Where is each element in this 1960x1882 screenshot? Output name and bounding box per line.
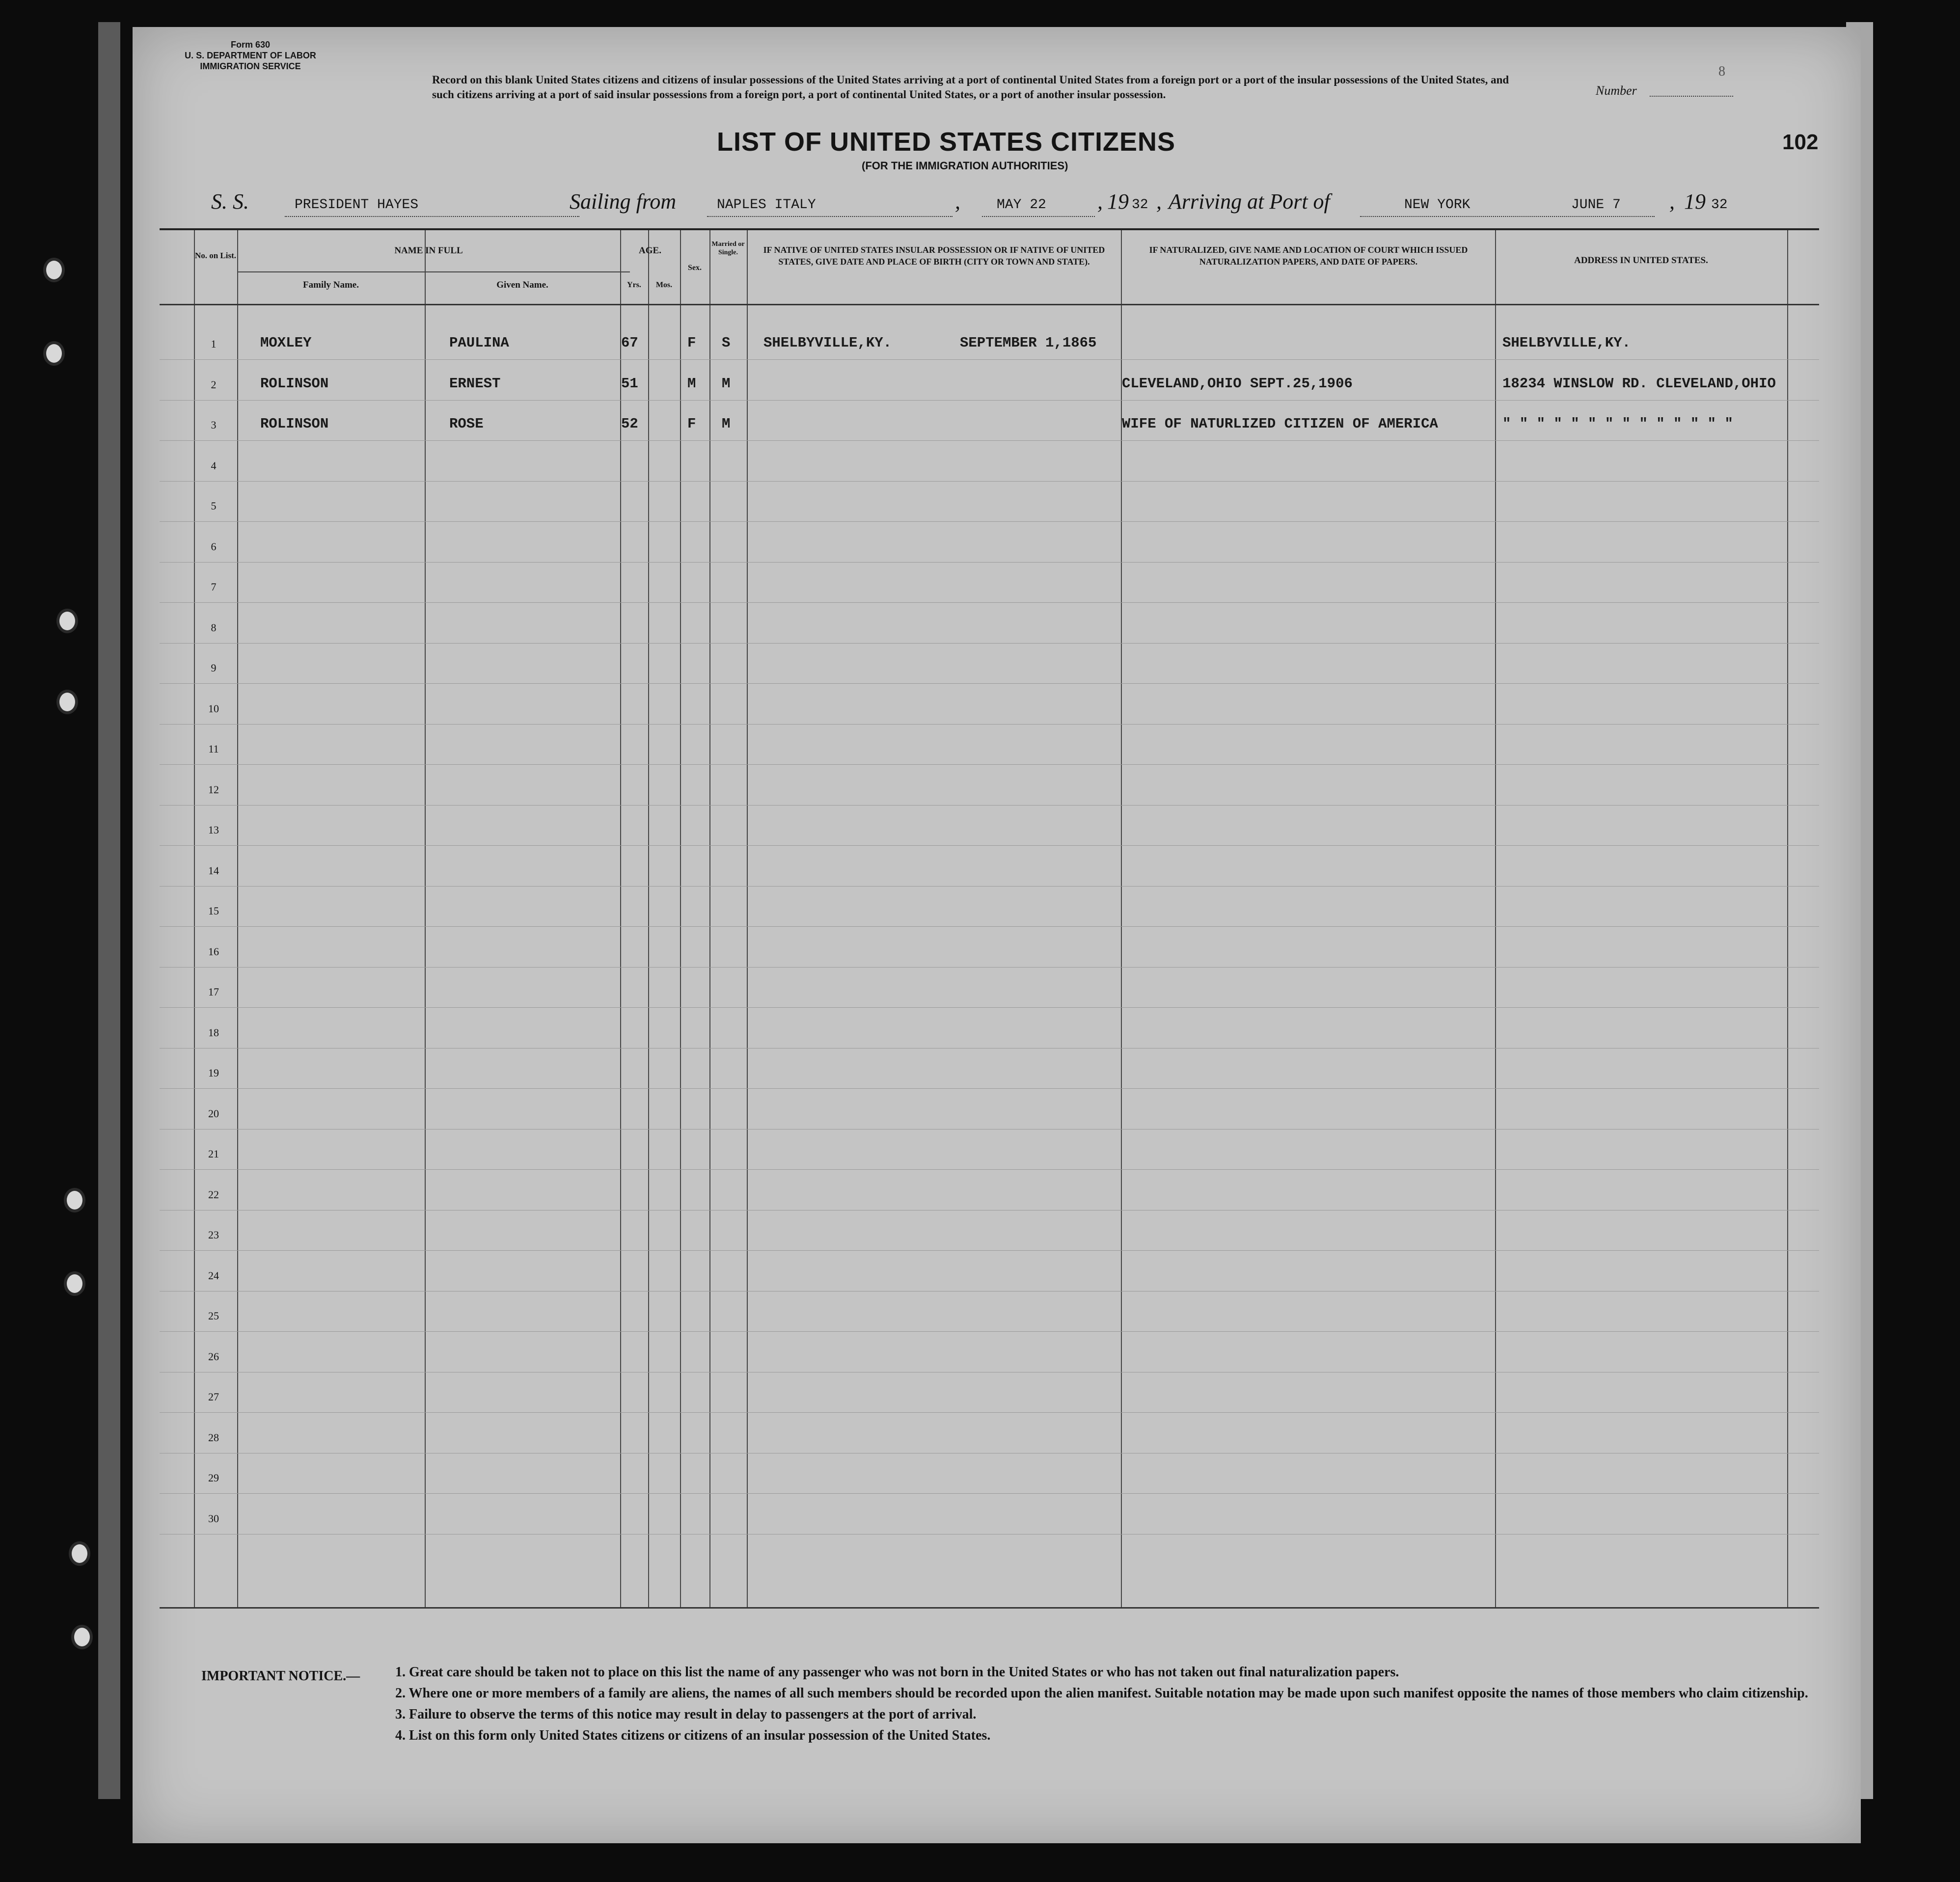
arriving-label: Arriving at Port of — [1169, 189, 1330, 214]
arrival-year: 32 — [1711, 197, 1728, 213]
name-in-full-header: NAME IN FULL — [394, 245, 463, 256]
family-name-header: Family Name. — [303, 280, 359, 290]
row-number: 9 — [211, 662, 217, 674]
address-header: ADDRESS IN UNITED STATES. — [1574, 255, 1708, 266]
row-number: 11 — [208, 743, 219, 755]
table-row-rule — [160, 481, 1819, 482]
row-1-family: MOXLEY — [260, 335, 312, 351]
form-instructions: Record on this blank United States citizens and citizens of insular possessions of the United States arriving at a port of continental United States from a foreign port or a port of the insular possessions of the United States, and such citizens arriving at a port of said insular possessions from a foreign port, a port of continental United States, or a port of another insular possession. — [432, 74, 1509, 101]
table-row-rule — [160, 764, 1819, 765]
row-2-family: ROLINSON — [260, 375, 329, 392]
table-row-rule — [160, 643, 1819, 644]
row-1-given: PAULINA — [449, 335, 509, 351]
notice-heading: IMPORTANT NOTICE.— — [201, 1668, 360, 1684]
punch-hole — [43, 341, 65, 366]
department-name: U. S. DEPARTMENT OF LABOR — [185, 51, 316, 60]
page-subtitle: (FOR THE IMMIGRATION AUTHORITIES) — [862, 160, 1068, 172]
row-number: 30 — [208, 1512, 219, 1525]
row-number: 2 — [211, 378, 217, 391]
row-number: 7 — [211, 581, 217, 593]
number-label: Number — [1596, 83, 1637, 98]
notice-item-4: 4. List on this form only United States citizens or citizens of an insular possession of the United States. — [395, 1728, 991, 1743]
table-row-rule — [160, 1007, 1819, 1008]
row-number: 29 — [208, 1472, 219, 1484]
table-row-rule — [160, 400, 1819, 401]
row-number: 23 — [208, 1229, 219, 1241]
table-row-rule — [160, 602, 1819, 603]
ss-label: S. S. — [211, 189, 249, 214]
number-line — [1650, 96, 1733, 97]
page-title: LIST OF UNITED STATES CITIZENS — [717, 127, 1175, 157]
page-number: 102 — [1782, 130, 1819, 154]
sailing-label: Sailing from — [570, 189, 677, 214]
table-row-rule — [160, 1088, 1819, 1089]
row-number: 20 — [208, 1107, 219, 1120]
punch-hole — [64, 1188, 85, 1212]
manifest-table — [160, 228, 1819, 1609]
number-value: 8 — [1718, 64, 1725, 79]
table-row-rule — [160, 967, 1819, 968]
row-number: 16 — [208, 945, 219, 958]
row-number: 17 — [208, 986, 219, 998]
row-number: 22 — [208, 1188, 219, 1201]
table-row-rule — [160, 886, 1819, 887]
row-number: 8 — [211, 621, 217, 634]
arrival-year-prefix: 19 — [1684, 189, 1706, 214]
sail-year: 32 — [1132, 197, 1148, 213]
no-on-list-header: No. on List. — [194, 251, 237, 260]
table-row-rule — [160, 440, 1819, 441]
table-row-rule — [160, 1048, 1819, 1049]
ship-name: PRESIDENT HAYES — [295, 197, 419, 213]
table-row-rule — [160, 359, 1819, 360]
row-2-sex: M — [687, 375, 696, 392]
row-3-address: " " " " " " " " " " " " " " — [1502, 416, 1733, 432]
table-row-rule — [160, 926, 1819, 927]
row-number: 3 — [211, 419, 217, 431]
row-1-address: SHELBYVILLE,KY. — [1502, 335, 1631, 351]
age-header: AGE. — [639, 245, 661, 256]
form-number: Form 630 — [230, 40, 271, 50]
sex-header: Sex. — [688, 264, 702, 272]
row-number: 12 — [208, 783, 219, 796]
punch-hole — [43, 258, 65, 282]
table-row-rule — [160, 845, 1819, 846]
notice-item-2: 2. Where one or more members of a family are aliens, the names of all such members should be recorded upon the alien manifest. Suitable notation may be made upon such manifest opposite the names of those members who claim citizenship. — [395, 1686, 1808, 1701]
sail-date: MAY 22 — [997, 197, 1046, 213]
row-number: 10 — [208, 702, 219, 715]
row-number: 4 — [211, 459, 217, 472]
table-row-rule — [160, 1493, 1819, 1494]
row-number: 1 — [211, 338, 217, 350]
given-name-header: Given Name. — [496, 280, 548, 290]
row-number: 5 — [211, 500, 217, 512]
table-row-rule — [160, 683, 1819, 684]
punch-hole — [64, 1271, 85, 1296]
sail-year-prefix: 19 — [1107, 189, 1129, 214]
arrival-port: NEW YORK — [1404, 197, 1470, 213]
table-row-rule — [160, 1169, 1819, 1170]
row-number: 25 — [208, 1310, 219, 1322]
row-number: 15 — [208, 905, 219, 917]
arrival-date: JUNE 7 — [1571, 197, 1621, 213]
binding-edge-left — [98, 22, 120, 1799]
table-row-rule — [160, 1250, 1819, 1251]
row-number: 14 — [208, 864, 219, 877]
table-row-rule — [160, 521, 1819, 522]
row-number: 27 — [208, 1391, 219, 1403]
married-single-header: Married or Single. — [711, 241, 745, 256]
form-identifier — [167, 39, 334, 72]
row-3-family: ROLINSON — [260, 416, 329, 432]
row-1-birth-date: SEPTEMBER 1,1865 — [960, 335, 1097, 351]
row-number: 26 — [208, 1350, 219, 1363]
table-row-rule — [160, 805, 1819, 806]
row-3-given: ROSE — [449, 416, 484, 432]
row-number: 24 — [208, 1269, 219, 1282]
row-2-yrs: 51 — [621, 375, 638, 392]
row-1-sex: F — [687, 335, 696, 351]
punch-hole — [56, 609, 78, 633]
table-row-rule — [160, 1412, 1819, 1413]
table-row-rule — [160, 1331, 1819, 1332]
table-row-rule — [160, 562, 1819, 563]
mos-header: Mos. — [655, 281, 673, 289]
yrs-header: Yrs. — [627, 281, 641, 289]
table-row-rule — [160, 724, 1819, 725]
row-1-birth: SHELBYVILLE,KY. — [763, 335, 892, 351]
row-3-marital: M — [722, 416, 731, 432]
row-3-yrs: 52 — [621, 416, 638, 432]
native-birth-header: IF NATIVE OF UNITED STATES INSULAR POSSESSION OR IF NATIVE OF UNITED STATES, GIVE DATE AND PLACE OF BIRTH (CITY OR TOWN AND STATE). — [763, 245, 1105, 267]
notice-item-3: 3. Failure to observe the terms of this notice may result in delay to passengers at the port of arrival. — [395, 1707, 977, 1722]
row-3-sex: F — [687, 416, 696, 432]
row-number: 6 — [211, 540, 217, 553]
row-2-address: 18234 WINSLOW RD. CLEVELAND,OHIO — [1502, 375, 1776, 392]
row-number: 28 — [208, 1431, 219, 1444]
naturalized-header: IF NATURALIZED, GIVE NAME AND LOCATION OF COURT WHICH ISSUED NATURALIZATION PAPERS, AND DATE OF PAPERS. — [1149, 245, 1468, 267]
row-2-naturalization: CLEVELAND,OHIO SEPT.25,1906 — [1122, 375, 1353, 392]
row-number: 21 — [208, 1148, 219, 1160]
service-name: IMMIGRATION SERVICE — [200, 61, 301, 71]
notice-item-1: 1. Great care should be taken not to place on this list the name of any passenger who was not born in the United States or who has not taken out final naturalization papers. — [395, 1665, 1399, 1680]
punch-hole — [71, 1625, 93, 1649]
row-2-marital: M — [722, 375, 731, 392]
row-1-yrs: 67 — [621, 335, 638, 351]
sailing-from: NAPLES ITALY — [717, 197, 816, 213]
row-3-naturalization: WIFE OF NATURLIZED CITIZEN OF AMERICA — [1122, 416, 1438, 432]
punch-hole — [69, 1541, 90, 1566]
punch-hole — [56, 690, 78, 714]
row-1-marital: S — [722, 335, 731, 351]
row-number: 13 — [208, 824, 219, 836]
row-2-given: ERNEST — [449, 375, 501, 392]
row-number: 18 — [208, 1026, 219, 1039]
row-number: 19 — [208, 1067, 219, 1079]
